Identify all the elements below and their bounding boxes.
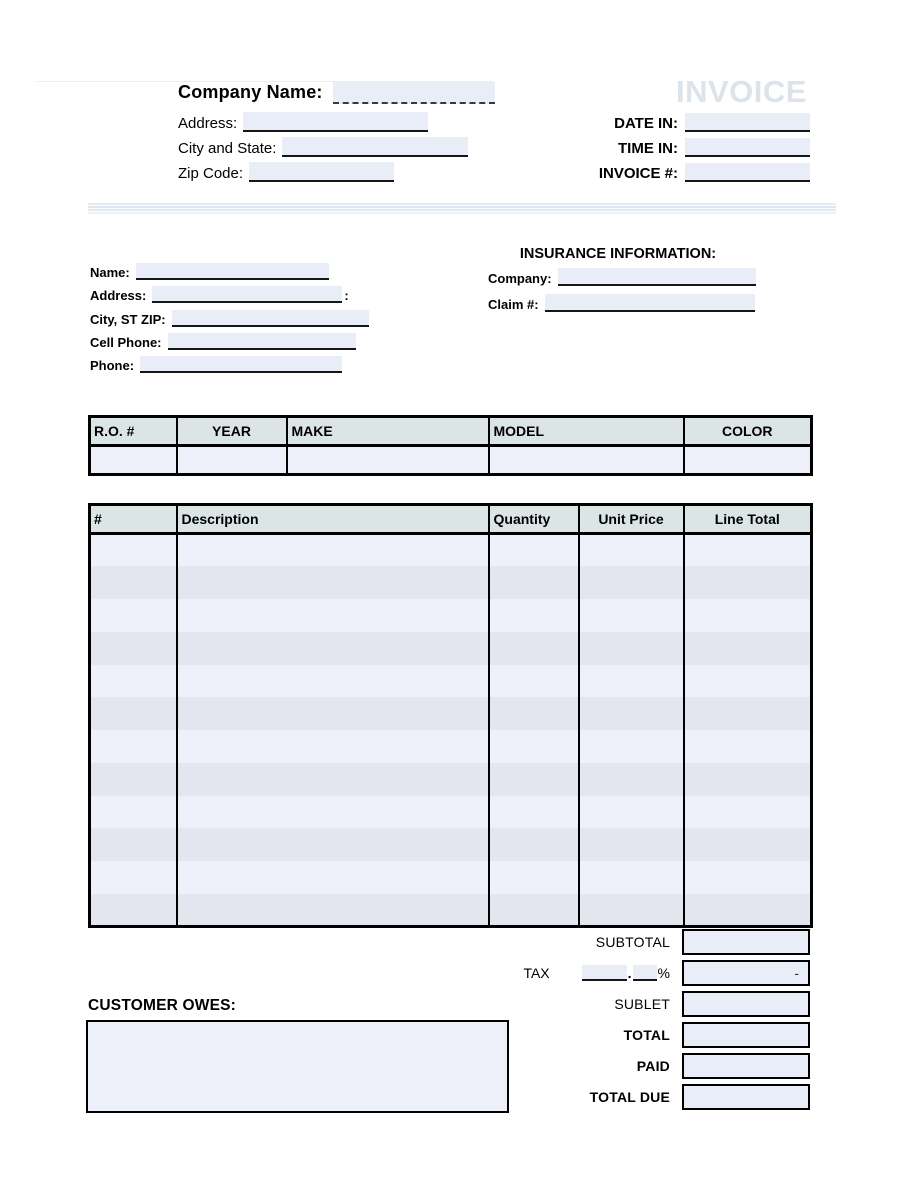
items-table-cell[interactable] [579,665,684,698]
subtotal-value-box[interactable] [682,929,810,955]
total-label: TOTAL [623,1027,670,1043]
items-table-cell[interactable] [90,861,177,894]
vehicle-header-ro-number: R.O. # [90,417,177,446]
items-table-cell[interactable] [579,861,684,894]
items-table-cell[interactable] [177,697,489,730]
items-header-unit-price: Unit Price [579,505,684,534]
items-table-row [90,697,812,730]
vehicle-table-row [90,446,812,475]
tax-label-area [420,965,682,981]
items-table-cell[interactable] [90,632,177,665]
company-city-state-row [178,137,468,157]
items-table-row [90,599,812,632]
items-table-cell[interactable] [489,763,579,796]
items-header-quantity: Quantity [489,505,579,534]
items-header-line-total: Line Total [684,505,812,534]
vehicle-header-year: YEAR [177,417,287,446]
items-table-cell[interactable] [684,828,812,861]
customer-block [90,263,369,379]
items-table-cell[interactable] [579,599,684,632]
tax-decimal-separator: . [627,965,632,981]
items-table-cell[interactable] [579,566,684,599]
items-table-cell[interactable] [177,599,489,632]
tax-percent-symbol: % [657,965,670,981]
company-city-state-label: City and State: [178,140,277,157]
tax-percent-whole-field[interactable] [582,965,627,981]
items-table-cell[interactable] [90,894,177,927]
vehicle-cell-make[interactable] [287,446,489,475]
total-value-box[interactable] [682,1022,810,1048]
items-table-cell[interactable] [177,632,489,665]
items-table-cell[interactable] [489,861,579,894]
customer-cell-phone-row [90,333,369,350]
customer-name-label: Name: [90,265,130,280]
customer-city-st-zip-label: City, ST ZIP: [90,311,166,327]
time-in-label: TIME IN: [618,140,678,157]
vehicle-cell-color[interactable] [684,446,812,475]
sublet-value-box[interactable] [682,991,810,1017]
items-table-cell[interactable] [90,665,177,698]
items-table-cell[interactable] [684,894,812,927]
company-zip-field[interactable] [249,162,394,182]
company-zip-label: Zip Code: [178,165,244,182]
company-address-block [178,112,468,187]
items-table-row [90,566,812,599]
time-in-row [553,137,810,157]
items-table-cell[interactable] [684,632,812,665]
customer-phone-row [90,356,369,373]
insurance-claim-label: Claim #: [488,297,539,312]
items-header-description: Description [177,505,489,534]
insurance-block [488,268,756,320]
vehicle-header-model: MODEL [489,417,684,446]
date-in-label: DATE IN: [614,115,678,132]
company-name-row [178,82,495,104]
items-table-cell[interactable] [489,566,579,599]
company-city-state-field[interactable] [282,137,468,157]
items-table-cell[interactable] [90,697,177,730]
items-table-cell[interactable] [579,730,684,763]
items-table-cell[interactable] [579,763,684,796]
vehicle-cell-ro-number[interactable] [90,446,177,475]
items-table-cell[interactable] [579,828,684,861]
customer-name-row [90,263,369,280]
invoice-number-field[interactable] [685,163,810,182]
time-in-field[interactable] [685,138,810,157]
sublet-row [420,991,810,1017]
items-header-number: # [90,505,177,534]
customer-address-label: Address: [90,288,147,304]
insurance-company-row [488,268,756,286]
items-table-cell[interactable] [177,828,489,861]
items-table-header-row [90,505,812,534]
customer-phone-field[interactable] [140,356,342,373]
company-name-field[interactable] [333,82,495,104]
items-table-cell[interactable] [684,534,812,567]
items-table-row [90,730,812,763]
items-table-cell[interactable] [684,566,812,599]
items-table-cell[interactable] [684,697,812,730]
items-table-row [90,894,812,927]
insurance-claim-row [488,294,756,312]
items-table-row [90,665,812,698]
items-table-cell[interactable] [489,697,579,730]
items-table-cell[interactable] [489,894,579,927]
company-address-label: Address: [178,115,238,132]
items-table-cell[interactable] [579,796,684,829]
items-table-cell[interactable] [489,632,579,665]
insurance-claim-field[interactable] [545,294,755,312]
items-table-cell[interactable] [177,796,489,829]
invoice-title: INVOICE [676,74,807,109]
items-table-row [90,763,812,796]
items-table-cell[interactable] [684,730,812,763]
customer-cell-phone-field[interactable] [168,333,356,350]
invoice-number-label: INVOICE #: [598,165,678,182]
items-table-cell[interactable] [90,828,177,861]
date-in-field[interactable] [685,113,810,132]
customer-owes-label: CUSTOMER OWES: [88,997,237,1014]
customer-address-row [90,286,369,303]
items-table-cell[interactable] [177,534,489,567]
insurance-section-title: INSURANCE INFORMATION: [519,246,717,262]
customer-cell-phone-label: Cell Phone: [90,334,162,350]
company-address-field[interactable] [243,112,428,132]
insurance-company-label: Company: [488,271,552,286]
subtotal-label: SUBTOTAL [595,934,670,950]
items-table-cell[interactable] [579,534,684,567]
company-name-label: Company Name: [178,82,323,102]
invoice-number-row [553,162,810,182]
items-table-row [90,534,812,567]
items-table-row [90,796,812,829]
customer-owes-box[interactable] [86,1020,509,1113]
customer-address-suffix: : [344,288,349,304]
items-table-cell[interactable] [489,796,579,829]
vehicle-cell-model[interactable] [489,446,684,475]
total-due-value-box[interactable] [682,1084,810,1110]
items-table-row [90,861,812,894]
items-table [88,503,813,928]
paid-label: PAID [636,1058,670,1074]
customer-city-st-zip-field[interactable] [172,310,369,327]
items-table-cell[interactable] [177,730,489,763]
customer-city-st-zip-row [90,310,369,327]
tax-percent-fraction-field[interactable] [633,965,657,981]
customer-name-field[interactable] [136,263,329,280]
tax-label: TAX [523,965,550,981]
items-table-cell[interactable] [177,894,489,927]
items-table-cell[interactable] [90,796,177,829]
items-table-cell[interactable] [489,534,579,567]
items-table-cell[interactable] [177,566,489,599]
customer-phone-label: Phone: [90,358,135,374]
subtotal-row [420,929,810,955]
items-table-cell[interactable] [579,894,684,927]
items-table-cell[interactable] [579,697,684,730]
items-table-cell[interactable] [90,763,177,796]
date-in-row [553,112,810,132]
items-table-row [90,632,812,665]
items-table-cell[interactable] [489,828,579,861]
items-table-cell[interactable] [489,599,579,632]
items-table-cell[interactable] [684,861,812,894]
items-table-cell[interactable] [177,665,489,698]
tax-value-box[interactable]: - [682,960,810,986]
company-zip-row [178,162,468,182]
insurance-company-field[interactable] [558,268,756,286]
vehicle-header-color: COLOR [684,417,812,446]
items-table-cell[interactable] [90,599,177,632]
items-table-cell[interactable] [177,763,489,796]
company-address-row [178,112,468,132]
items-table-cell[interactable] [90,566,177,599]
vehicle-header-make: MAKE [287,417,489,446]
vehicle-table [88,415,813,476]
items-table-cell[interactable] [684,665,812,698]
items-table-cell[interactable] [684,599,812,632]
items-table-cell[interactable] [489,730,579,763]
tax-row [420,960,810,986]
customer-address-field[interactable] [152,286,342,303]
section-divider [88,203,836,214]
items-table-cell[interactable] [579,632,684,665]
items-table-cell[interactable] [684,796,812,829]
items-table-cell[interactable] [489,665,579,698]
sublet-label: SUBLET [614,996,670,1012]
paid-value-box[interactable] [682,1053,810,1079]
items-table-cell[interactable] [90,534,177,567]
items-table-cell[interactable] [177,861,489,894]
vehicle-table-header-row [90,417,812,446]
items-table-row [90,828,812,861]
invoice-meta-block [553,112,810,187]
items-table-cell[interactable] [90,730,177,763]
vehicle-cell-year[interactable] [177,446,287,475]
items-table-cell[interactable] [684,763,812,796]
total-due-label: TOTAL DUE [589,1089,670,1105]
